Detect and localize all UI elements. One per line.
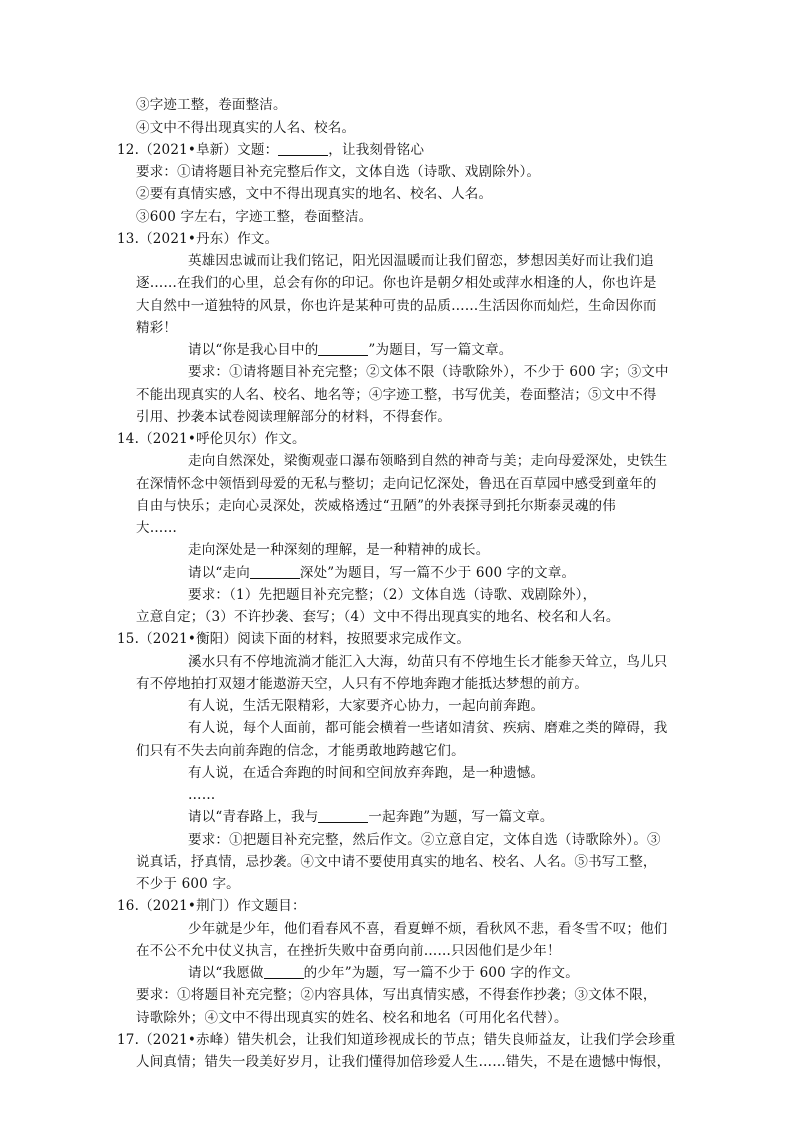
paragraph-line: 们只有不失去向前奔跑的信念，才能勇敢地跨越它们。	[136, 743, 465, 759]
requirement-line: 要求：（1）先把题目补充完整；（2）文体自选（诗歌、戏剧除外），	[188, 587, 597, 603]
requirement-line: 立意自定；（3）不许抄袭、套写；（4）文中不得出现真实的地名、校名和人名。	[136, 609, 620, 625]
requirement-line: ④文中不得出现真实的人名、校名。	[136, 120, 356, 136]
paragraph-line: 有人说，在适合奔跑的时间和空间放弃奔跑，是一种遗憾。	[188, 765, 545, 781]
paragraph-line: 在深情怀念中领悟到母爱的无私与整切；走向记忆深处，鲁迅在百草园中感受到童年的	[136, 476, 657, 492]
paragraph-line: 在不公不允中仗义执言，在挫折失败中奋勇向前……只因他们是少年！	[136, 943, 561, 959]
paragraph-line: 少年就是少年，他们看春风不喜，看夏蝉不烦，看秋风不悲，看冬雪不叹；他们	[188, 921, 668, 937]
paragraph-line: 人间真情；错失一段美好岁月，让我们懂得加倍珍爱人生……错失，不是在遗憾中悔恨，	[136, 1054, 671, 1070]
paragraph-line: 逐……在我们的心里，总会有你的印记。你也许是朝夕相处或萍水相逢的人，你也许是	[136, 275, 657, 291]
paragraph-line: 英雄因忠诚而让我们铭记，阳光因温暖而让我们留恋，梦想因美好而让我们追	[188, 253, 654, 269]
requirement-line: 不少于 600 字。	[136, 876, 240, 892]
question-14-title: 14.（2021•呼伦贝尔）作文。	[117, 431, 306, 447]
title-prompt: 请以“你是我心目中的 ”为题目，写一篇文章。	[188, 342, 513, 358]
paragraph-line: 精彩！	[136, 320, 178, 336]
requirement-line: 诗歌除外；④文中不得出现真实的姓名、校名和地名（可用化名代替）。	[136, 1010, 568, 1026]
title-prompt: 请以“我愿做 的少年”为题，写一篇不少于 600 字的作文。	[188, 965, 579, 981]
fill-blank	[318, 808, 368, 823]
fill-blank	[264, 964, 304, 979]
requirement-line: ②要有真情实感，文中不得出现真实的地名、校名、人名。	[136, 186, 493, 202]
fill-blank	[278, 141, 328, 156]
question-13-title: 13.（2021•丹东）作文。	[117, 231, 279, 247]
paragraph-line: 有人说，每个人面前，都可能会横着一些诸如清贫、疾病、磨难之类的障碍，我	[188, 720, 668, 736]
paragraph-line: 自由与快乐；走向心灵深处，茨威格透过“丑陋”的外表探寻到托尔斯泰灵魂的伟	[136, 498, 617, 514]
paragraph-line: 走向深处是一种深刻的理解，是一种精神的成长。	[188, 542, 490, 558]
title-prompt: 请以“青春路上，我与 一起奔跑”为题，写一篇文章。	[188, 809, 554, 825]
question-17-title: 17.（2021•赤峰）错失机会，让我们知道珍视成长的节点；错失良师益友，让我们学会珍重	[117, 1032, 676, 1048]
paragraph-line: 有不停地拍打双翅才能遨游天空，人只有不停地奔跑才能抵达梦想的前方。	[136, 676, 589, 692]
paragraph-line: 有人说，生活无限精彩，大家要齐心协力，一起向前奔跑。	[188, 698, 545, 714]
requirement-line: 要求：①请将题目补充完整后作文，文体自选（诗歌、戏剧除外）。	[136, 164, 541, 180]
paragraph-line: 溪水只有不停地流淌才能汇入大海，幼苗只有不停地生长才能参天耸立，鸟儿只	[188, 654, 668, 670]
requirement-line: 要求：①请将题目补充完整；②文体不限（诗歌除外），不少于 600 字；③文中	[188, 364, 669, 380]
paragraph-line: 走向自然深处，梁衡观壶口瀑布领略到自然的神奇与美；走向母爱深处，史铁生	[188, 453, 668, 469]
requirement-line: ③字迹工整，卷面整洁。	[136, 97, 287, 113]
fill-blank	[250, 564, 300, 579]
requirement-line: ③600 字左右，字迹工整，卷面整洁。	[136, 209, 373, 225]
fill-blank	[318, 341, 368, 356]
title-prompt: 请以“走向 深处”为题目，写一篇不少于 600 字的文章。	[188, 565, 576, 581]
question-12-title: 12.（2021•阜新）文题： ，让我刻骨铭心	[117, 142, 425, 158]
paragraph-line: 大……	[136, 520, 178, 536]
requirement-line: 说真话，抒真情，忌抄袭。④文中请不要使用真实的地名、校名、人名。⑤书写工整，	[136, 854, 657, 870]
paragraph-line: ……	[188, 787, 216, 803]
question-16-title: 16.（2021•荆门）作文题目：	[117, 898, 306, 914]
requirement-line: 要求：①将题目补充完整；②内容具体，写出真情实感，不得套作抄袭；③文体不限，	[136, 987, 657, 1003]
requirement-line: 引用、抄袭本试卷阅读理解部分的材料，不得套作。	[136, 409, 452, 425]
paragraph-line: 大自然中一道独特的风景，你也许是某种可贵的品质……生活因你而灿烂，生命因你而	[136, 298, 657, 314]
question-15-title: 15.（2021•衡阳）阅读下面的材料，按照要求完成作文。	[117, 631, 471, 647]
requirement-line: 要求：①把题目补充完整，然后作文。②立意自定，文体自选（诗歌除外）。③	[188, 832, 661, 848]
requirement-line: 不能出现真实的人名、校名、地名等；④字迹工整，书写优美，卷面整洁；⑤文中不得	[136, 387, 657, 403]
